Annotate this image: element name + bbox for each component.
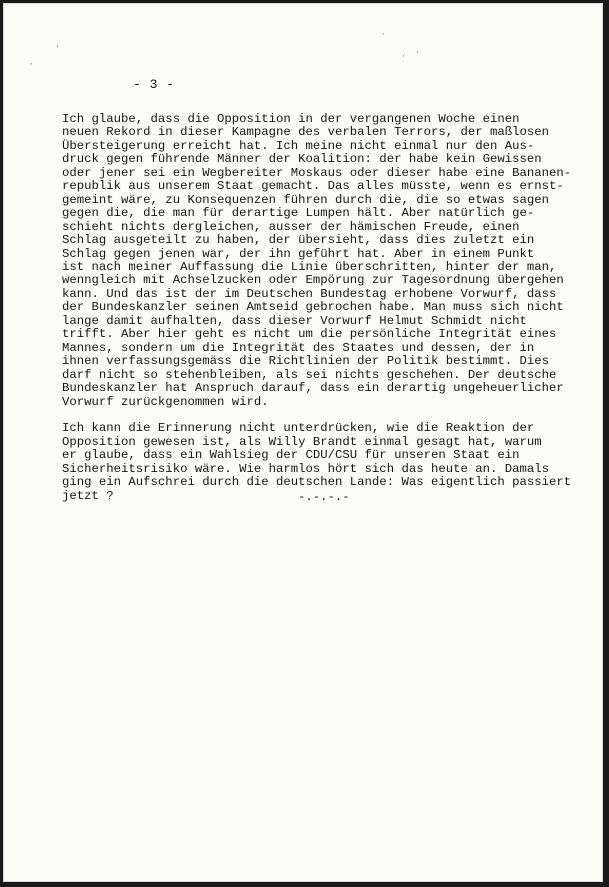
- page-number: - 3 -: [133, 77, 175, 92]
- text-line: Übersteigerung erreicht hat. Ich meine nicht einmal nur den Aus-: [62, 138, 535, 153]
- text-line: darf nicht so stehenbleiben, als sei nichts geschehen. Der deutsche: [62, 367, 557, 382]
- paragraph: [62, 113, 602, 409]
- text-line: Ich kann die Erinnerung nicht unterdrücken, wie die Reaktion der: [62, 421, 535, 436]
- scan-speck: ·: [29, 60, 34, 69]
- text-line: Sicherheitsrisiko wäre. Wie harmlos hört sich das heute an. Damals: [62, 461, 550, 476]
- text-line: Schlag ausgeteilt zu haben, der übersieht, dass dies zuletzt ein: [62, 233, 535, 248]
- text-line: ging ein Aufschrei durch die deutschen Lande: Was eigentlich passiert: [62, 475, 572, 490]
- scan-speck: ·: [415, 48, 420, 57]
- text-line: jetzt ?: [62, 488, 114, 503]
- scan-speck: ·: [55, 42, 60, 51]
- text-line: oder jener sei ein Wegbereiter Moskaus oder dieser habe eine Bananen-: [62, 165, 572, 180]
- scan-speck: ·: [381, 30, 386, 39]
- scan-speck: ·: [401, 52, 406, 61]
- text-line: kann. Und das ist der im Deutschen Bundestag erhobene Vorwurf, dass: [62, 286, 557, 301]
- text-line: ist nach meiner Auffassung die Linie überschritten, hinter der man,: [62, 259, 557, 274]
- text-line: schieht nichts dergleichen, ausser der hämischen Freude, einen: [62, 219, 520, 234]
- document-page: [3, 3, 603, 882]
- text-line: lange damit aufhalten, dass dieser Vorwurf Helmut Schmidt nicht: [62, 313, 527, 328]
- text-line: Opposition gewesen ist, als Willy Brandt einmal gesagt hat, warum: [62, 434, 542, 449]
- text-line: der Bundeskanzler seinen Amtseid gebrochen habe. Man muss sich nicht: [62, 300, 564, 315]
- end-mark: -.-.-.-: [298, 490, 350, 504]
- text-line: Bundeskanzler hat Anspruch darauf, dass ein derartig ungeheuerlicher: [62, 381, 564, 396]
- text-line: wenngleich mit Achselzucken oder Empörung zur Tagesordnung übergehen: [62, 273, 564, 288]
- text-line: Mannes, sondern um die Integrität des Staates und dessen, der in: [62, 340, 535, 355]
- text-line: ihnen verfassungsgemäss die Richtlinien der Politik bestimmt. Dies: [62, 354, 550, 369]
- document-body: [62, 113, 602, 517]
- text-line: Vorwurf zurückgenommen wird.: [62, 394, 269, 409]
- text-line: gemeint wäre, zu Konsequenzen führen durch die, die so etwas sagen: [62, 192, 550, 207]
- text-line: Schlag gegen jenen war, der ihn geführt hat. Aber in einem Punkt: [62, 246, 535, 261]
- text-line: er glaube, dass ein Wahlsieg der CDU/CSU für unseren Staat ein: [62, 448, 520, 463]
- text-line: trifft. Aber hier geht es nicht um die persönliche Integrität eines: [62, 327, 557, 342]
- text-line: republik aus unserem Staat gemacht. Das alles müsste, wenn es ernst-: [62, 179, 564, 194]
- text-line: Ich glaube, dass die Opposition in der vergangenen Woche einen: [62, 112, 520, 126]
- text-line: druck gegen führende Männer der Koalition: der habe kein Gewissen: [62, 152, 542, 167]
- text-line: neuen Rekord in dieser Kampagne des verbalen Terrors, der maßlosen: [62, 125, 550, 140]
- text-line: gegen die, die man für derartige Lumpen hält. Aber natürlich ge-: [62, 206, 535, 221]
